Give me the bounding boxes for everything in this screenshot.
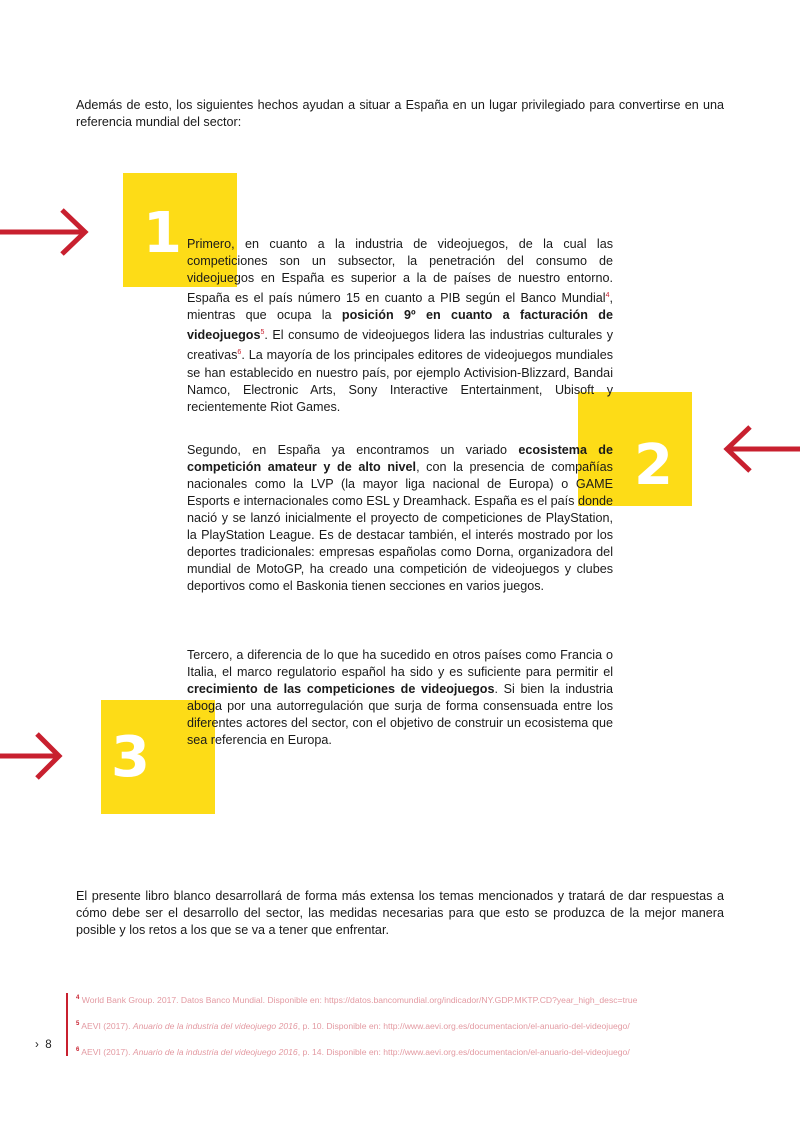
footnote-ref[interactable]: 5 bbox=[260, 329, 265, 337]
footnote-text: World Bank Group. 2017. Datos Banco Mundial. Disponible en: https://datos.bancomundial.org/indicador/NY.GDP.MKTP.CD?year_high_desc=true bbox=[81, 995, 638, 1005]
footnote-text: AEVI (2017). bbox=[81, 1021, 133, 1031]
footnote-link[interactable]: , p. 10. Disponible en: http://www.aevi.org.es/documentacion/el-anuario-del-videojuego/ bbox=[297, 1021, 630, 1031]
text: Segundo, en España ya encontramos un variado bbox=[187, 443, 519, 457]
page-number-value: 8 bbox=[45, 1039, 52, 1051]
footnote-ref[interactable]: 4 bbox=[605, 292, 610, 299]
point-1-paragraph bbox=[187, 236, 613, 416]
footnote-5 bbox=[76, 1021, 630, 1031]
text: , con la presencia de compañías nacionales como la LVP (la mayor liga nacional de Europa) o GAME Esports e internacionales como ESL y Dreamhack. España es el país donde nació y se lanzó inicialmente el proyecto de competiciones de PlayStation, la PlayStation League. Es de destacar también, el interés mostrado por los deportes tradicionales: empresas españolas como Dorna, organizadora del mundial de MotoGP, ha creado una competición de videojuegos y clubes deportivos como el Baskonia tienen secciones en varios juegos. bbox=[187, 460, 613, 593]
conclusion-paragraph: El presente libro blanco desarrollará de forma más extensa los temas mencionados y tratará de dar respuestas a cómo debe ser el desarrollo del sector, las medidas necesarias para que esto se produzca de la mejor manera posible y los retos a los que se va a tener que enfrentar. bbox=[76, 889, 724, 937]
text: , mientras que ocupa la bbox=[187, 291, 613, 323]
footnote-6 bbox=[76, 1047, 630, 1057]
bold-text: ecosistema de competición amateur y de alto nivel bbox=[187, 443, 613, 474]
arrow-right-icon bbox=[0, 731, 66, 781]
footnote-title: Anuario de la industria del videojuego 2016 bbox=[132, 1021, 298, 1031]
footnote-number: 6 bbox=[76, 1047, 80, 1054]
intro-paragraph: Además de esto, los siguientes hechos ayudan a situar a España en un lugar privilegiado para convertirse en una referencia mundial del sector: bbox=[76, 98, 724, 129]
point-number-1: 1 bbox=[143, 201, 182, 266]
bold-text: crecimiento de las competiciones de videojuegos bbox=[187, 682, 495, 696]
text: . El consumo de videojuegos lidera las industrias culturales y creativas bbox=[187, 328, 613, 363]
point-number-3: 3 bbox=[111, 725, 150, 790]
point-number-2: 2 bbox=[634, 433, 673, 498]
page-number bbox=[35, 1039, 52, 1051]
arrow-right-icon bbox=[0, 207, 92, 257]
footnote-text: AEVI (2017). bbox=[81, 1047, 133, 1057]
text: Primero, en cuanto a la industria de videojuegos, de la cual las competiciones son un subsector, la penetración del consumo de videojuegos en España es superior a la de países de nuestro entorno. España es el país número 15 en cuanto a PIB según el Banco Mundial bbox=[187, 237, 613, 306]
footnote-number: 4 bbox=[76, 995, 80, 1002]
point-3-paragraph bbox=[187, 647, 613, 749]
footnote-4 bbox=[76, 995, 637, 1005]
footnote-title: Anuario de la industria del videojuego 2016 bbox=[132, 1047, 298, 1057]
text: . La mayoría de los principales editores de videojuegos mundiales se han establecido en nuestro país, por ejemplo Activision-Blizzard, Bandai Namco, Electronic Arts, Sony Interactive Entertainment, Ubisoft y recientemente Riot Games. bbox=[187, 348, 613, 414]
arrow-left-icon bbox=[720, 424, 800, 474]
footnote-number: 5 bbox=[76, 1021, 80, 1028]
footnote-ref[interactable]: 6 bbox=[237, 349, 242, 357]
footnote-divider bbox=[66, 993, 68, 1056]
footnote-link[interactable]: , p. 14. Disponible en: http://www.aevi.org.es/documentacion/el-anuario-del-videojuego/ bbox=[297, 1047, 630, 1057]
chevron-right-icon: › bbox=[35, 1039, 39, 1051]
text: Tercero, a diferencia de lo que ha sucedido en otros países como Francia o Italia, el marco regulatorio español ha sido y es suficiente para permitir el bbox=[187, 648, 613, 679]
bold-text: posición 9º en cuanto a facturación de videojuegos bbox=[187, 308, 613, 343]
text: . Si bien la industria aboga por una autorregulación que surja de forma consensuada entre los diferentes actores del sector, con el objetivo de construir un ecosistema que sea referencia en Europa. bbox=[187, 682, 613, 747]
point-2-paragraph bbox=[187, 442, 613, 595]
